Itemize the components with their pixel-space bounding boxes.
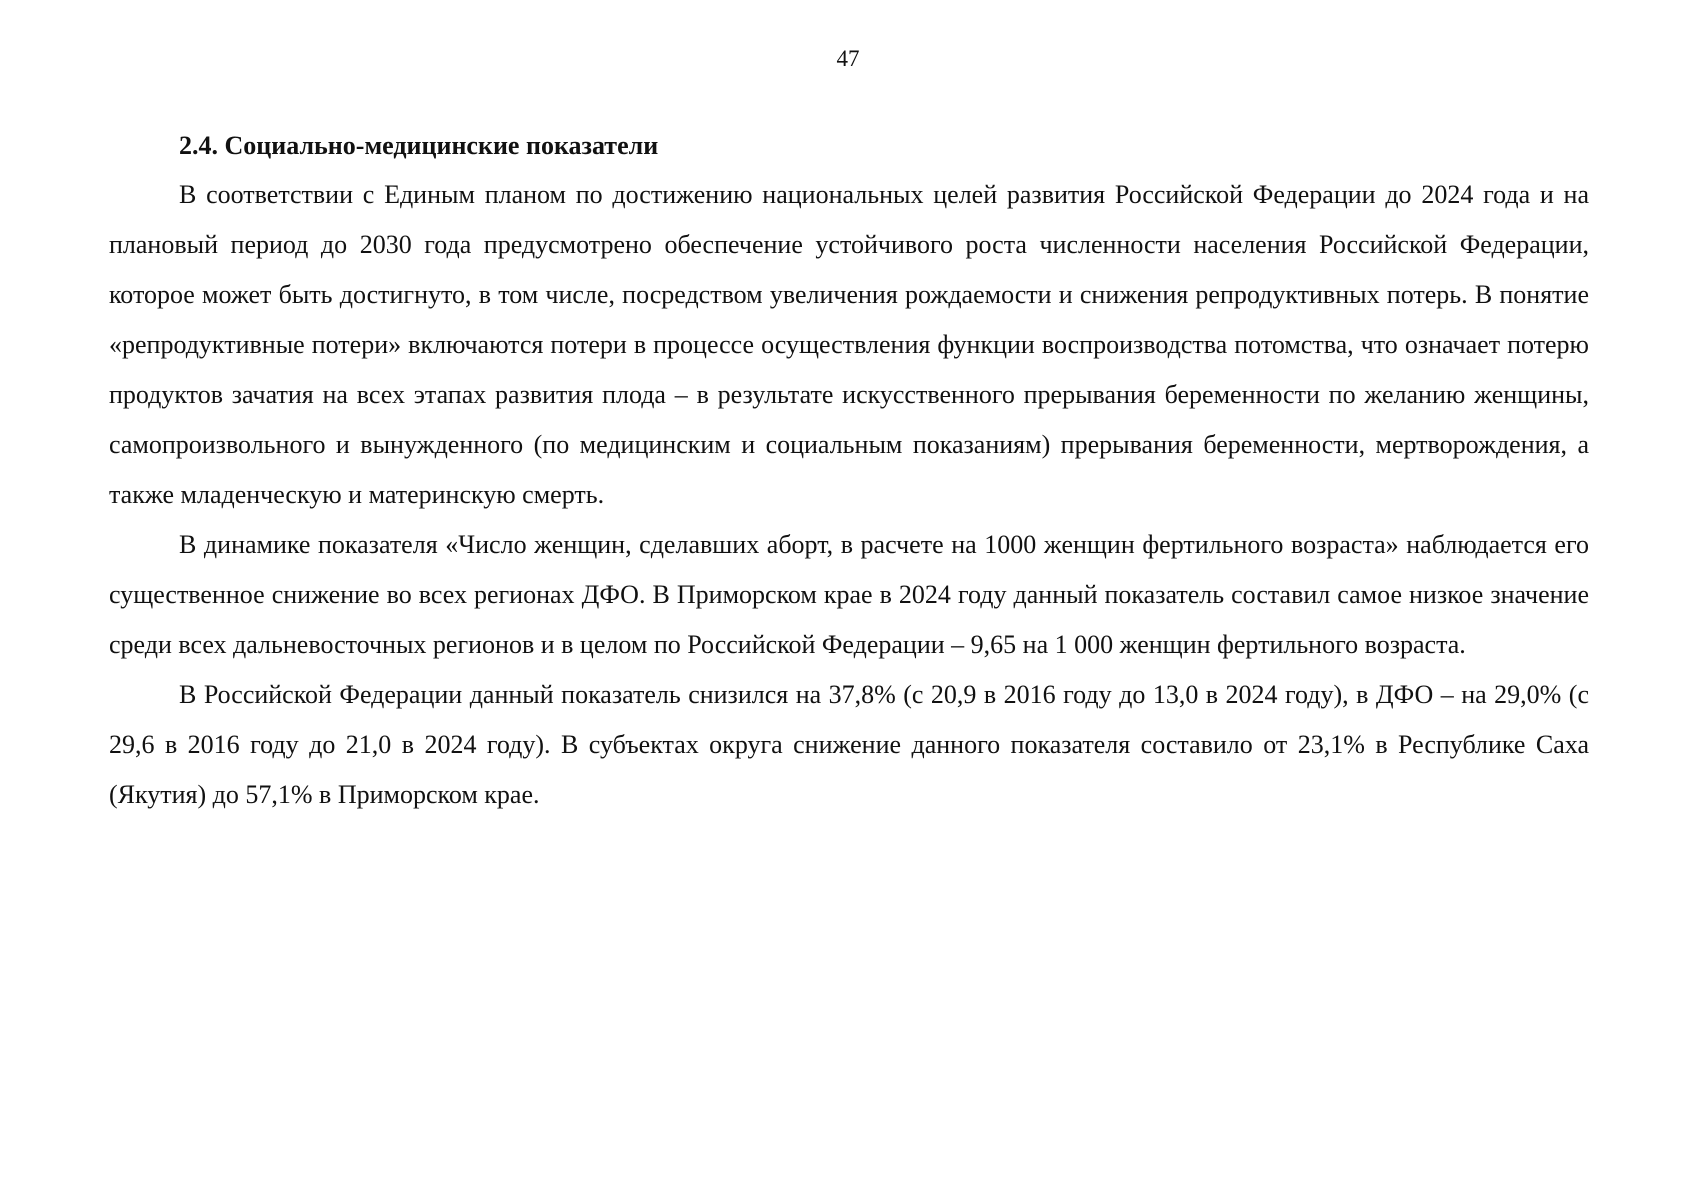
paragraph-reproductive-losses: В соответствии с Единым планом по достижению национальных целей развития Российской Федерации до 2024 года и на плановый период до 2030 года предусмотрено обеспечение устойчивого роста численности населения Российской Федерации, которое может быть достигнуто, в том числе, посредством увеличения рождаемости и снижения репродуктивных потерь. В понятие «репродуктивные потери» включаются потери в процессе осуществления функции воспроизводства потомства, что означает потерю продуктов зачатия на всех этапах развития плода – в результате искусственного прерывания беременности по желанию женщины, самопроизвольного и вынужденного (по медицинским и социальным показаниям) прерывания беременности, мертворождения, а также младенческую и материнскую смерть. [109, 180, 1589, 509]
paragraph-abortion-dynamics: В динамике показателя «Число женщин, сделавших аборт, в расчете на 1000 женщин фертильного возраста» наблюдается его существенное снижение во всех регионах ДФО. В Приморском крае в 2024 году данный показатель составил самое низкое значение среди всех дальневосточных регионов и в целом по Российской Федерации – 9,65 на 1 000 женщин фертильного возраста. [109, 530, 1589, 659]
page-number: 47 [836, 46, 860, 71]
document-body [109, 128, 1589, 820]
paragraph-indicator-decline: В Российской Федерации данный показатель снизился на 37,8% (с 20,9 в 2016 году до 13,0 в 2024 году), в ДФО – на 29,0% (с 29,6 в 2016 году до 21,0 в 2024 году). В субъектах округа снижение данного показателя составило от 23,1% в Республике Саха (Якутия) до 57,1% в Приморском крае. [109, 680, 1589, 809]
section-heading: 2.4. Социально-медицинские показатели [179, 131, 659, 160]
